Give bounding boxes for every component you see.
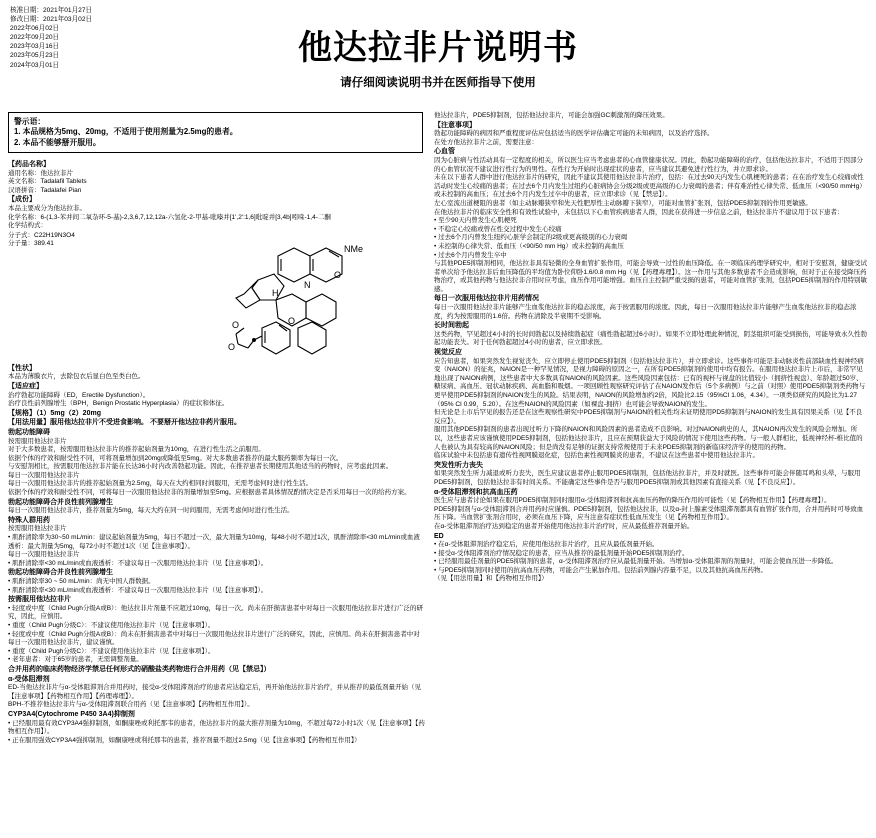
paragraph: 服用其他PDE5抑制剂的患者出现过听力下降的NAION和风险因素的患者造成不良影响。对过NAION病史的人，其NAION再次发生的风险会增加。所以，这些患者应该谨慎使用PDE5抑制剂，包括他达拉非片，且应在预期获益大于风险的情况下使用这些药物。与一般人群相比，低视神经杯-椎比值的人也被认为具有较高的NAION风险；但是尚没有足够的证据支持常规使用于未来PDE5抑制剂的新临床经济学的使用的药物。: [434, 426, 863, 451]
date-line: 2023年03月16日: [10, 43, 60, 51]
structural-formula: [8, 232, 426, 364]
page-subtitle: 请仔细阅读说明书并在医师指导下使用: [340, 77, 536, 89]
sub-heading: 特殊人群用药: [8, 516, 50, 524]
formula-line: 分子量：389.41: [8, 240, 54, 248]
chemical-structure-icon: [158, 228, 408, 368]
paragraph: • 肌酐清除率<30 mL/min或血液透析：不建议每日一次服用他达拉非片（见【注意事项】）。: [8, 559, 268, 567]
svg-text:O: O: [334, 269, 342, 280]
paragraph: 在处方他达拉非片之前，需要注意：: [434, 138, 538, 146]
date-line: 2022年06月02日: [10, 25, 60, 33]
warning-heading: 警示语：: [14, 117, 46, 126]
paragraph: 每日一次服用他达拉非片: [8, 471, 80, 479]
paragraph: • 轻度或中度（Child Pugh分级A或B）：尚未在肝损害患者中对每日一次服用他达拉非片进行广泛的研究，因此，应慎用。尚未在肝损害患者中对每日一次服用他达拉非片，建议谨慎。: [8, 630, 420, 647]
section-heading: 【成份】: [8, 196, 36, 204]
paragraph: • 轻度或中度（Child Pugh分级A或B）：他达拉非片剂量不应超过10mg，每日一次。尚未在肝损害患者中对每日一次服用他达拉非片进行广泛的研究，因此，应慎用。: [8, 604, 424, 621]
section-heading: 【注意事项】: [434, 121, 476, 129]
section-heading: 【适应症】: [8, 382, 43, 390]
section-heading: 【药品名称】: [8, 161, 50, 168]
paragraph: 治疗勃起功能障碍（ED，Erectile Dysfunction）。: [8, 391, 150, 399]
paragraph: 临床试验中未包括患有遗传性视网膜退化症，包括色素性视网膜炎的患者，不建议在这些患者中使用他达拉非片。: [434, 452, 759, 460]
paragraph: 但无论是上市后罕见的报告还是在这些观察性研究中PDE5抑制剂与NAION的相关性均未证明使用PD5抑制剂与NAION的发生具有因果关系（见【不良反应】）。: [434, 409, 863, 425]
left-column: [8, 160, 426, 745]
paragraph: • 过去6个月内曾发生卒中: [434, 251, 507, 259]
paragraph: 医生应与患者讨论如果在服用PDE5抑制剂同时服用α-受体阻滞剂和抗高血压药物的降压作用的可能性（见【药物相互作用】【药理毒理】）。: [434, 497, 831, 505]
paragraph: 与安慰剂相比，按需服用他达拉非片能在长达36小时内改善勃起功能。因此，在推荐患者长期使用其他适当的药物时，应考虑此因素。: [8, 463, 393, 471]
section-heading: 【性状】: [8, 364, 36, 372]
page-title: 他达拉非片说明书: [298, 29, 578, 67]
paragraph: （见【用法用量】和【药物相互作用】）: [434, 575, 548, 583]
paragraph: 与其他PDE5抑制剂相同，他达拉非具有轻微的全身血管扩张作用，可能会导致一过性的血压降低。在一项临床药理学研究中，相对于安慰剂，健康受试者单次给予他达拉非后血压降低的平均值为卧位仰卧1.6/0.8 mm Hg（见【药理毒理】）。这一作用与其他多数患者不会造成影响，但对于正在接受降压药物治疗，或其他药物与他达拉非合用时应考虑，血压作用可能增强。血压自主控制严重受损的患者，可能对血管扩张剂，包括PDE5抑制剂的作用特别敏感。: [434, 260, 867, 293]
paragraph: • 已经服用最有效CYP3A4强抑制剂，如酮康唑或利托那韦的患者，他达拉非片的最大推荐剂量为10mg，不超过每72小时1次（见【注意事项】【药物相互作用】）。: [8, 719, 425, 736]
paragraph: 化学名称：6-(1,3-苯并间二氧杂环-5-基)-2,3,6,7,12,12a-六氢化-2-甲基-吡嗪并[1',2':1,6]吡啶并[3,4b]吲哚-1,4-二酮: [8, 213, 331, 221]
sub-heading: 心血管: [434, 148, 455, 156]
paragraph: • 未控制的心律失常、低血压（<90/50 mm Hg）或未控制的高血压: [434, 242, 624, 250]
paragraph: • 接受α-受体阻滞剂治疗情况稳定的患者，应当从推荐的最低剂量开始PDE5抑制剂治疗。: [434, 549, 689, 557]
section-heading: 【用法用量】服用他达拉非片不受进食影响。 不要掰开他达拉非药片服用。: [8, 419, 241, 427]
paragraph: 应告知患者，如果突然发生视觉丧失，应立即停止使用PDE5抑制剂（包括他达拉非片），并立即求诊。这些事件可能是非动脉炎性前部缺血性视神经病变（NAION）的征兆，NAION是一种罕见情况，是视力障碍的原因之一，在所有PDE5抑制剂的使用中均有报告。在服用他达拉非片上市后，非常罕见地出现了NAION病例，这些患者中大多数具有NAION的风险因素。这些风险因素包括：已有的视杯与视盘的比值较小（拥挤性视盘）、年龄超过50岁、糖尿病、高血压、冠状动脉疾病、高血脂和吸烟。一项回顾性观察研究评估了在NAION发作后（5个多病例）与之前（对照）使用PDE5抑制剂类药物与更早使用PDE5抑制剂的NAION发生的风险。结果表明，NAION的风险增加约2倍，风险比2.15（95%CI 1.06，4.34）。一项类似研究的风险比为1.27（95% CI 0.99，5.20）。在这些NAION的风险因素（如裸盘-拥挤）也可能会导致NAION的发生。: [434, 357, 866, 408]
paragraph: • 至少90天内曾发生心肌梗死: [434, 217, 517, 225]
paragraph: 治疗良性前列腺增生（BPH，Benign Prostatic Hyperplasia）的症状和体征。: [8, 400, 229, 408]
paragraph: 勃起功能障碍的病因和严重程度评估应包括适当的医学评估确定可能的未知病因，以及治疗选择。: [434, 130, 714, 138]
sub-heading: 视觉反应: [434, 349, 462, 357]
paragraph: 汉语拼音：Tadalafei Pian: [8, 186, 82, 194]
paragraph: 依据个体的疗效和耐受性不同，可将每日一次服用他达拉非的剂量增加至5mg。应根据患者具体情况酌情决定是否采用每日一次的给药方案。: [8, 489, 411, 497]
paragraph: BPH-不推荐他达拉非片与α-受体阻滞剂联合用药（见【注意事项】【药物相互作用】）。: [8, 701, 254, 709]
formula-text: [8, 232, 158, 249]
paragraph: • 肌酐清除率为30~50 mL/min：建议起始剂量为5mg，每日不超过一次，最大剂量为10mg，每48小时不超过1次，肌酐清除率<30 mL/min或血液透析：最大剂量为5mg，每72小时不超过1次（见【注意事项】）。: [8, 534, 420, 550]
svg-text:O: O: [288, 315, 296, 326]
sub-heading: 突发性听力丧失: [434, 461, 483, 469]
paragraph: 每日一次服用他达拉非片: [8, 551, 80, 559]
svg-text:N: N: [304, 279, 311, 290]
warning-line: 2. 本品不能够掰开服用。: [14, 137, 101, 147]
paragraph: 在他达拉非片的临床安全性和有效性试验中，未包括以下心血管疾病患者人群，因此在获得进一步信息之前，他达拉非片不建议用于以下患者：: [434, 208, 844, 216]
sub-heading: 勃起功能障碍: [8, 428, 50, 436]
right-column: [434, 112, 868, 584]
paragraph: 左心室流出道梗阻的患者（如主动脉瓣狭窄和先天性肥厚性主动脉瓣下狭窄），可能对血管扩张剂，包括PDE5抑制剂的作用更敏感。: [434, 199, 812, 207]
svg-text:NMe: NMe: [344, 243, 364, 254]
paragraph: • 过去6个月内曾发生纽约心脏学会制定的2级或更高级别的心力衰竭: [434, 234, 628, 242]
warning-line: 1. 本品规格为5mg、20mg，不适用于使用剂量为2.5mg的患者。: [14, 127, 238, 136]
svg-text:O: O: [232, 319, 240, 330]
sub-heading: α-受体阻滞剂: [8, 675, 50, 683]
paragraph: PDE5抑制剂与α-受体阻滞剂合并用药时应谨慎。PDE5抑制剂，包括他达拉非，以及α-封上腺素受体阻滞剂都具有血管扩张作用，合并用药时可导致血压下降。当血管扩张剂合用时，必须在血压下降，应当注意有症状性低血压发生（见【药物相互作用】）。: [434, 505, 864, 522]
paragraph: 在α-受体阻滞剂治疗达到稳定的患者开始使用他达拉非片治疗时，应从最低推荐剂量开始。: [434, 522, 694, 530]
sub-heading: 长时间勃起: [434, 322, 469, 330]
svg-text:O: O: [228, 341, 236, 352]
paragraph: 化学结构式：: [8, 222, 47, 230]
paragraph: • 老年患者：对于65岁的患者，无需调整剂量。: [8, 656, 143, 664]
warning-box: [8, 112, 423, 153]
paragraph: 英文名称：Tadalafil Tablets: [8, 178, 87, 186]
paragraph: 因为心脏病与性活动具有一定程度的相关，所以医生应当考虑患者的心血管健康状况。因此，勃起功能障碍的治疗，包括他达拉非片，不适用于因部分的心血管状况不建议进行性行为的男性。在性行为开始时出现症状的患者，应当建议其避免进行性行为，并立即求诊。: [434, 156, 863, 173]
paragraph: 每日一次服用他达拉非片，推荐剂量为5mg，每天大约在同一时间服用，无需考虑何时进行性生活。: [8, 507, 294, 515]
paragraph: 按需服用他达拉非片: [8, 437, 67, 445]
paragraph: • 重度（Child Pugh分级C）：不建议使用他达拉非片（见【注意事项】）。: [8, 647, 215, 655]
sub-heading: 合并用药的临床药物经济学禁忌任何形式的硝酸盐类药物进行合并用药（见【禁忌】）: [8, 665, 271, 673]
paragraph: 如果突然发生听力减退或听力丧失，医生应建议患者停止服用PDE5抑制剂，包括他达拉非片，并及时就医。这些事件可能会伴随耳鸣和头晕，与服用PDE5抑制剂，包括他达拉非有时间关系。不能确定这些事件是否与服用PDE5抑制剂或其他因素有直接关系（见【不良反应】）。: [434, 470, 861, 486]
paragraph: • 已经服用最佳剂量的PDE5抑制剂的患者，α-受体阻滞剂治疗应从最低剂量开始。当增加α-受体阻滞剂的剂量时，可能会使血压进一步降低。: [434, 558, 838, 566]
paragraph: • 肌酐清除率30 ~ 50 mL/min：尚无中国人群数据。: [8, 578, 155, 585]
date-line: 2022年09月20日: [10, 34, 60, 42]
date-line: 核准日期：2021年01月27日: [10, 7, 93, 14]
paragraph: • 肌酐清除率<30 mL/min或血液透析：不建议每日一次服用他达拉非片（见【注意事项】）。: [8, 586, 268, 594]
paragraph: ED-当他达拉非片与α-受体阻滞剂合并用药时，接受α-受体阻滞剂治疗的患者应达稳定后，再开始他达拉非片治疗，并从推荐的最低剂量开始（见【注意事项】【药物相互作用】【药理毒理】）。: [8, 684, 422, 700]
paragraph: 本品主要成分为他达拉非。: [8, 204, 86, 212]
paragraph: • 正在服用强效CYP3A4强抑制剂，如酮康唑或利托那韦的患者，推荐剂量不超过2.5mg（见【注意事项】【药物相互作用】）: [8, 736, 361, 744]
paragraph: • 重度（Child Pugh分级C）：不建议使用他达拉非片（见【注意事项】）。: [8, 621, 215, 629]
paragraph: 依据个体的疗效和耐受性不同，可将剂量增加到20mg或降低至5mg。对大多数患者推荐的最大服药频率为每日一次。: [8, 454, 343, 462]
sub-heading: 勃起功能障碍合并良性前列腺增生: [8, 498, 113, 506]
paragraph: 通用名称：他达拉非片: [8, 169, 73, 177]
date-line: 2023年05月23日: [10, 52, 60, 60]
paragraph: 每日一次服用他达拉非片的推荐起始剂量为2.5mg，每天在大约相同时间服用，无需考虑何时进行性生活。: [8, 480, 313, 488]
paragraph: 按需服用他达拉非片: [8, 525, 67, 533]
paragraph: • 在α-受体阻滞剂治疗稳定后，应使用他达拉非片治疗，且应从最低剂量开始。: [434, 541, 659, 549]
paragraph: 对于大多数患者，按需服用他达拉非片的推荐起始剂量为10mg，在进行性生活之前服用。: [8, 446, 265, 454]
sub-heading: 每日一次服用他达拉非片用药情况: [434, 295, 539, 303]
paragraph: • 不稳定心绞痛或曾在性交过程中发生心绞痛: [434, 225, 562, 233]
paragraph: • 与PDE5抑制剂同时使用的抗高血压药物，可能会产生累加作用。包括前列腺内容量不足，以及其他抗高血压药物。: [434, 566, 768, 574]
sub-heading: 勃起功能障碍合并良性前列腺增生: [8, 569, 113, 577]
sub-heading: CYP3A4(Cytochrome P450 3A4)抑制剂: [8, 710, 135, 718]
formula-line: 分子式：C22H19N3O4: [8, 231, 75, 239]
paragraph: 每日一次服用他达拉非片能够产生血浆他达拉非的稳态浓度，高于按需服用的浓度。因此，每日一次服用他达拉非片能够产生血浆他达拉非的稳态浓度，约为按需服用的1.6倍。药物在清除及半衰期不受影响。: [434, 304, 857, 320]
date-line: 修改日期：2021年03月02日: [10, 16, 93, 24]
svg-text:H: H: [272, 287, 279, 298]
paragraph: 本品为薄膜衣片，去除包衣后显白色至类白色。: [8, 373, 145, 381]
sub-heading: 按需服用他达拉非片: [8, 596, 71, 604]
title-block: [0, 28, 876, 90]
paragraph: 他达拉非片，PDE5抑制剂，包括他达拉非片，可能会加强GC刺激剂的降压效果。: [434, 112, 669, 119]
sub-heading: α-受体阻滞剂和抗高血压药: [434, 488, 518, 496]
section-heading: 【规格】（1）5mg（2）20mg: [8, 409, 101, 417]
paragraph: 这类药物，罕见超过4小时的长时间勃起以及持续勃起症（痛性勃起超过6小时）。如果不立即处理此种情况，阴茎组织可能受到损伤，可能导致永久性勃起功能丧失。对于任何勃起超过4小时的患者，应立即求医。: [434, 330, 867, 347]
paragraph: 未在以下患者人群中进行他达拉非片的研究，因此不建议其使用他达拉非片治疗，包括：在过去90天内发生心肌梗死的患者；在在治疗发生心绞痛或性活动时发生心绞痛的患者；在过去6个月内发生过纽约心脏病协会分级2级或更高级的心力衰竭的患者；伴有难治性心律失常、低血压（<90/50 mmHg）或未控制的高血压；在过去6个月内发生过卒中的患者，应立即求诊（见【禁忌】）。: [434, 174, 866, 199]
sub-heading: ED: [434, 532, 444, 540]
date-line: 2024年03月01日: [10, 61, 60, 69]
